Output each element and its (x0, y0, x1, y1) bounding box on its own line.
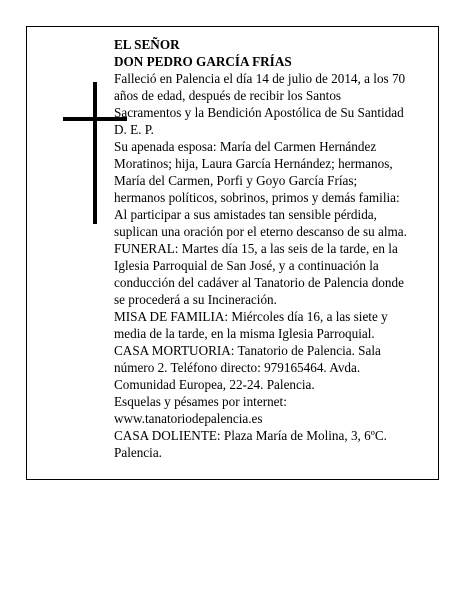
family-mass-line-1: MISA DE FAMILIA: Miércoles día 16, a las siete y (114, 309, 388, 324)
condolences-line: Esquelas y pésames por internet: (114, 394, 287, 409)
family-line-2: Moratinos; hija, Laura García Hernández; hermanos, (114, 156, 393, 171)
death-announcement-line-2: años de edad, después de recibir los Santos (114, 88, 342, 103)
funeral-home-line-2: número 2. Teléfono directo: 979165464. Avda. (114, 360, 361, 375)
family-line-4: hermanos políticos, sobrinos, primos y demás familia: (114, 190, 400, 205)
rest-in-peace-line: D. E. P. (114, 122, 154, 137)
family-line-1: Su apenada esposa: María del Carmen Hernández (114, 139, 377, 154)
death-announcement-line-1: Falleció en Palencia el día 14 de julio de 2014, a los 70 (114, 71, 406, 86)
family-home-line-2: Palencia. (114, 445, 162, 460)
death-announcement-line-3: Sacramentos y la Bendición Apostólica de Su Santidad (114, 105, 404, 120)
funeral-home-line-1: CASA MORTUORIA: Tanatorio de Palencia. Sala (114, 343, 381, 358)
funeral-line-1: FUNERAL: Martes día 15, a las seis de la tarde, en la (114, 241, 398, 256)
honorific: EL SEÑOR (114, 37, 180, 52)
deceased-name: DON PEDRO GARCÍA FRÍAS (114, 54, 292, 69)
funeral-line-2: Iglesia Parroquial de San José, y a continuación la (114, 258, 379, 273)
family-home-line-1: CASA DOLIENTE: Plaza María de Molina, 3, 6ºC. (114, 428, 387, 443)
cross-vertical-bar (93, 82, 97, 224)
funeral-line-3: conducción del cadáver al Tanatorio de Palencia donde (114, 275, 404, 290)
funeral-line-4: se procederá a su Incineración. (114, 292, 277, 307)
family-line-3: María del Carmen, Porfi y Goyo García Frías; (114, 173, 358, 188)
condolences-website: www.tanatoriodepalencia.es (114, 411, 263, 426)
family-mass-line-2: media de la tarde, en la misma Iglesia Parroquial. (114, 326, 375, 341)
family-line-5: Al participar a sus amistades tan sensible pérdida, (114, 207, 377, 222)
family-line-6: suplican una oración por el eterno descanso de su alma. (114, 224, 407, 239)
obituary-text (114, 36, 430, 461)
funeral-home-line-3: Comunidad Europea, 22-24. Palencia. (114, 377, 315, 392)
